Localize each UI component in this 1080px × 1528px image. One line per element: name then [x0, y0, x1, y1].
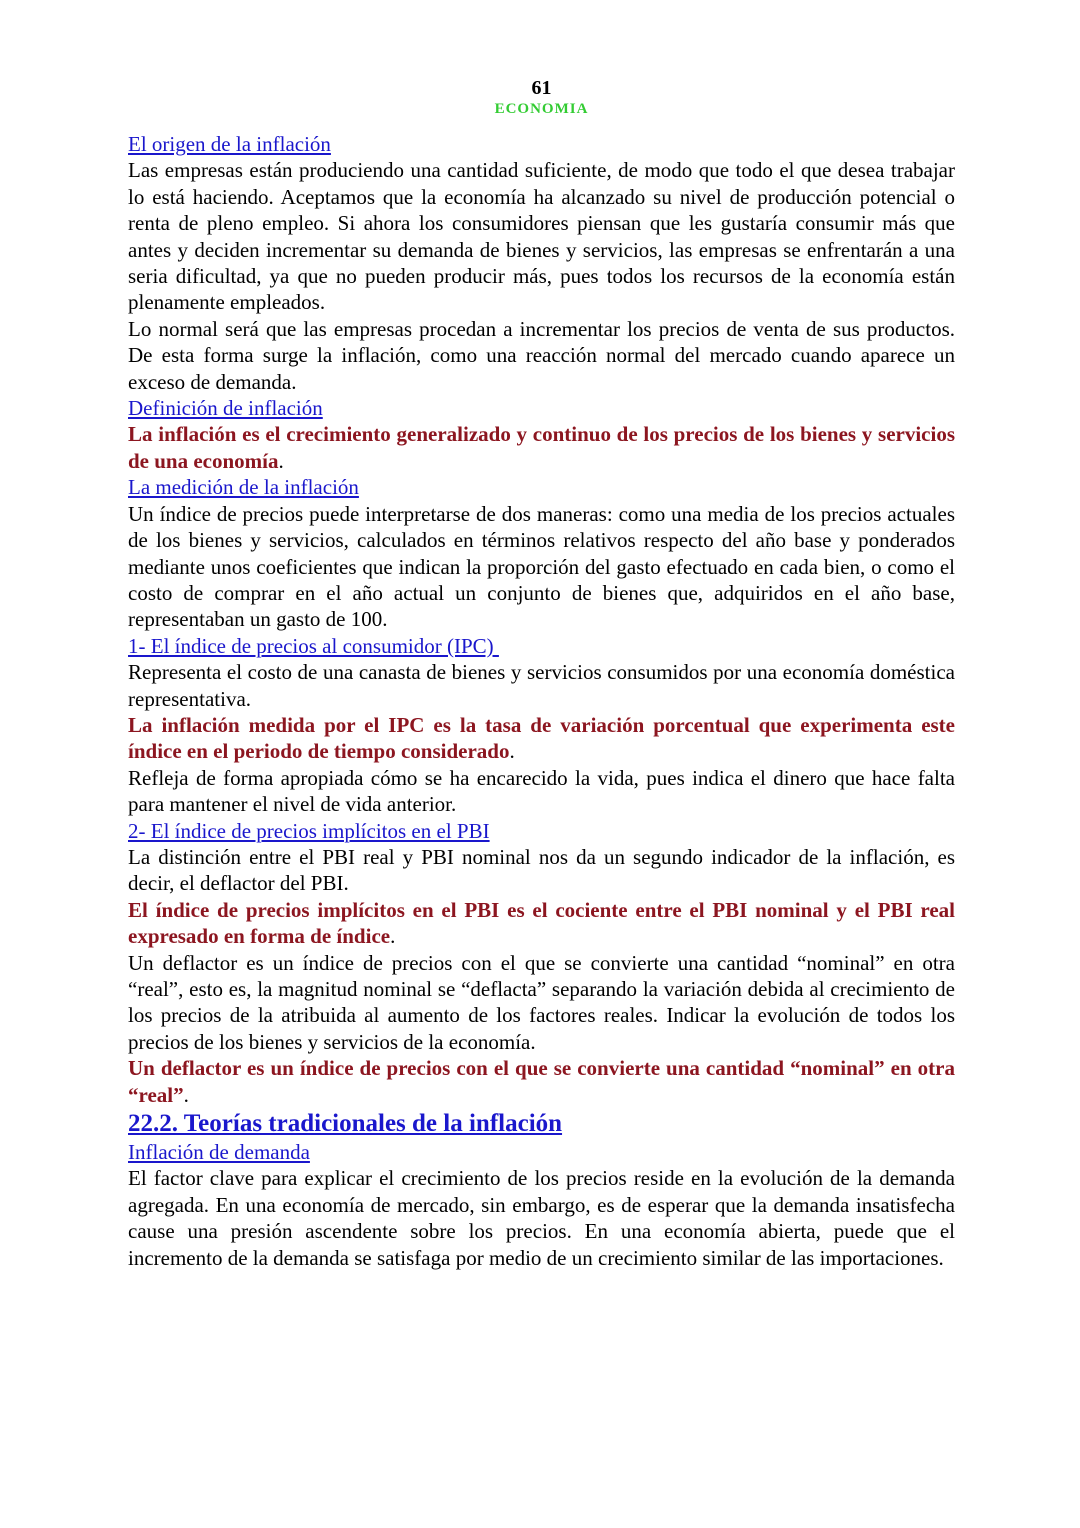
paragraph: Un deflactor es un índice de precios con el que se convierte una cantidad “nominal” en otra “real”, esto es, la magnitud nominal se “deflacta” separando la variación debida al crecimiento de los precios de la atribuida al aumento de los factores reales. Indicar la evolución de todos los precios de los bienes y servicios de la economía. [128, 950, 955, 1054]
section-heading-text: 1- El índice de precios al consumidor (IPC) [128, 633, 499, 658]
paragraph: Refleja de forma apropiada cómo se ha encarecido la vida, pues indica el dinero que hace falta para mantener el nivel de vida anterior. [128, 765, 955, 817]
definition-suffix: . [278, 448, 284, 473]
definition-emphasis-text: El índice de precios implícitos en el PBI es el cociente entre el PBI nominal y el PBI real expresado en forma de índice [128, 897, 955, 949]
definition-suffix: . [390, 924, 396, 949]
definition-suffix: . [509, 739, 515, 764]
definition-emphasis [128, 421, 955, 474]
section-heading [128, 633, 955, 659]
definition-suffix: . [183, 1082, 189, 1107]
section-heading [128, 395, 955, 421]
page-header [128, 76, 955, 118]
paragraph: Un índice de precios puede interpretarse de dos maneras: como una media de los precios actuales de los bienes y servicios, calculados en términos relativos respecto del año base y ponderados mediante unos coeficientes que indican la proporción del gasto efectuado en cada bien, o como el costo de comprar en el año actual un conjunto de bienes que, adquiridos en el año base, representaban un gasto de 100. [128, 501, 955, 632]
section-heading-text: Inflación de demanda [128, 1140, 310, 1165]
section-heading-text: El origen de la inflación [128, 132, 331, 156]
subject-label: ECONOMIA [494, 101, 589, 117]
paragraph: El factor clave para explicar el crecimiento de los precios reside en la evolución de la demanda agregada. En una economía de mercado, sin embargo, es de esperar que la demanda insatisfecha cause una presión ascendente sobre los precios. En una economía abierta, puede que el incremento de la demanda se satisfaga por medio de un crecimiento similar de las importaciones. [128, 1166, 955, 1270]
chapter-section-title [128, 1108, 955, 1139]
section-heading-text: La medición de la inflación [128, 475, 359, 500]
definition-emphasis [128, 712, 955, 765]
definition-emphasis-text: La inflación es el crecimiento generalizado y continuo de los precios de los bienes y servicios de una economía [128, 422, 955, 473]
page-number: 61 [531, 77, 552, 99]
section-heading [128, 1139, 955, 1165]
paragraph: Lo normal será que las empresas procedan a incrementar los precios de venta de sus productos. De esta forma surge la inflación, como una reacción normal del mercado cuando aparece un exceso de demanda. [128, 316, 955, 394]
chapter-section-title-text: 22.2. Teorías tradicionales de la inflación [128, 1110, 563, 1138]
section-heading [128, 131, 955, 157]
definition-emphasis-text: Un deflactor es un índice de precios con el que se convierte una cantidad “nominal” en otra “real” [128, 1056, 955, 1107]
document-content [128, 131, 955, 1271]
section-heading-text: 2- El índice de precios implícitos en el PBI [128, 818, 490, 843]
section-heading-text: Definición de inflación [128, 396, 323, 421]
paragraph: Representa el costo de una canasta de bienes y servicios consumidos por una economía doméstica representativa. [128, 660, 955, 711]
section-heading [128, 474, 955, 500]
definition-emphasis-text: La inflación medida por el IPC es la tasa de variación porcentual que experimenta este índice en el periodo de tiempo considerado [128, 712, 955, 764]
paragraph: La distinción entre el PBI real y PBI nominal nos da un segundo indicador de la inflación, es decir, el deflactor del PBI. [128, 844, 955, 896]
section-heading [128, 818, 955, 844]
definition-emphasis [128, 897, 955, 950]
definition-emphasis [128, 1055, 955, 1108]
paragraph: Las empresas están produciendo una cantidad suficiente, de modo que todo el que desea trabajar lo está haciendo. Aceptamos que la economía ha alcanzado su nivel de producción potencial o renta de pleno empleo. Si ahora los consumidores piensan que les gustaría consumir más que antes y deciden incrementar su demanda de bienes y servicios, las empresas se enfrentarán a una seria dificultad, ya que no pueden producir más, pues todos los recursos de la economía están plenamente empleados. [128, 158, 955, 315]
